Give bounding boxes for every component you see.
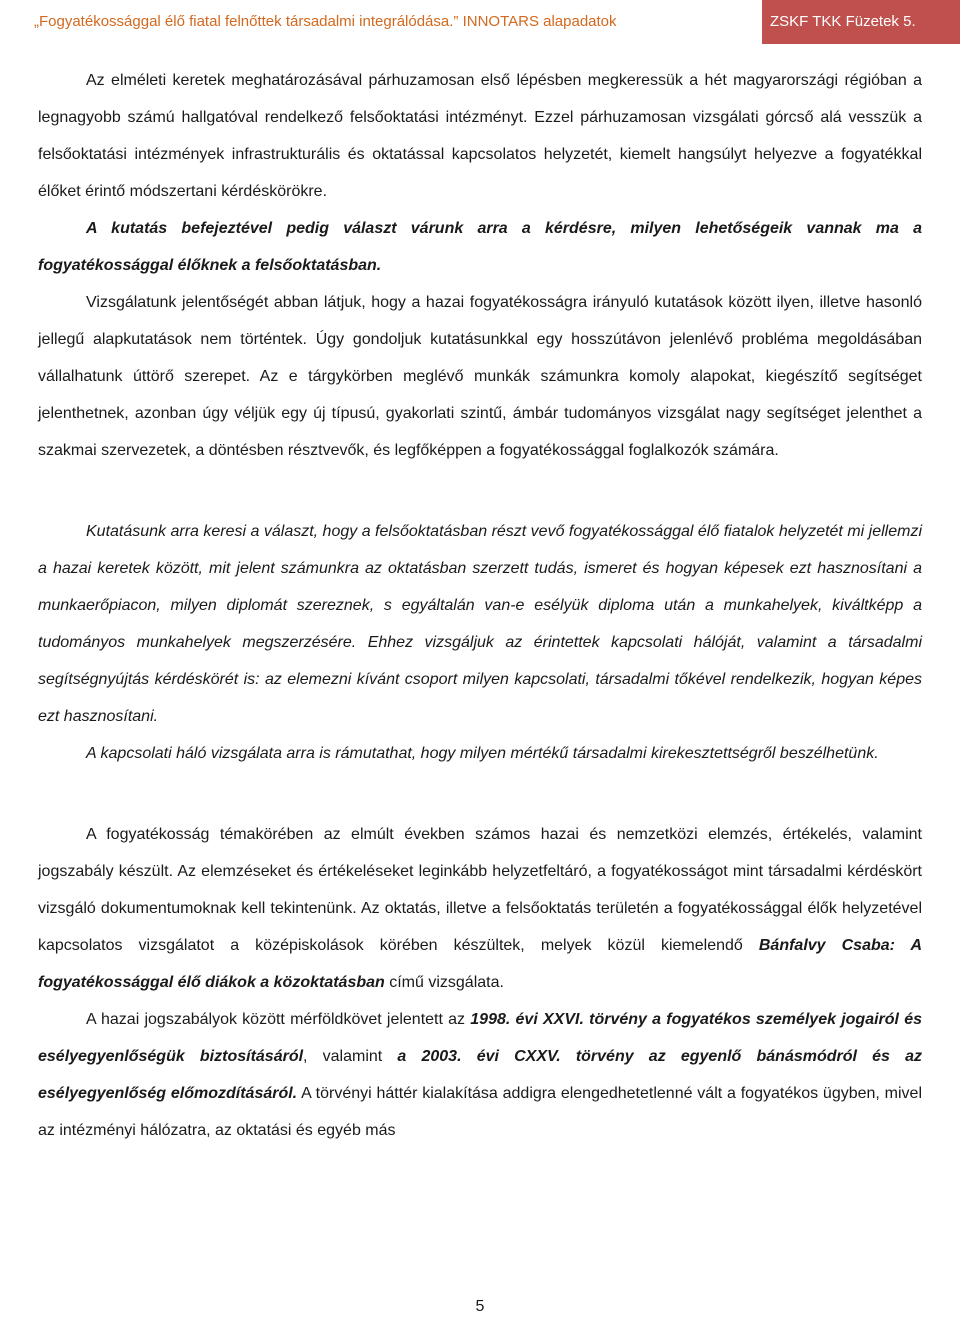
paragraph-spacer [38, 772, 922, 816]
paragraph-6-tail: című vizsgálata. [384, 974, 504, 991]
cited-study-title: Bánfalvy Csaba: A fogyatékossággal élő diákok a közoktatásban [38, 937, 923, 991]
header-series-label: ZSKF TKK Füzetek 5. [762, 0, 960, 44]
paragraph-6-text: A fogyatékosság témakörében az elmúlt években számos hazai és nemzetközi elemzés, értékelés, valamint jogszabály készült. Az elemzéseket és értékeléseket leginkább helyzetfeltáró, a fogyatékosságot mint társadalmi kérdéskört vizsgáló dokumentumoknak kell tekintenünk. Az oktatás, illetve a felsőoktatás területén a fogyatékossággal élők helyzetével kapcsolatos vizsgálatot a középiskolások körében készültek, melyek közül kiemelendő [38, 826, 922, 954]
page-header [0, 0, 960, 44]
paragraph-5: A kapcsolati háló vizsgálata arra is rámutathat, hogy milyen mértékű társadalmi kirekesztettségről beszélhetünk. [86, 745, 879, 762]
paragraph-1: Az elméleti keretek meghatározásával párhuzamosan első lépésben megkeressük a hét magyarországi régióban a legnagyobb számú hallgatóval rendelkező felsőoktatási intézményt. Ezzel párhuzamosan vizsgálati górcső alá vesszük a felsőoktatási intézmények infrastrukturális és oktatással kapcsolatos helyzetét, kiemelt hangsúlyt helyezve a fogyatékkal élőket érintő módszertani kérdéskörökre. [38, 72, 922, 200]
header-title: „Fogyatékossággal élő fiatal felnőttek társadalmi integrálódása.” INNOTARS alapadatok [0, 0, 762, 44]
law-1998-title: 1998. évi XXVI. törvény a fogyatékos személyek jogairól és esélyegyenlőségük biztosításáról [38, 1011, 923, 1065]
paragraph-7-text: A hazai jogszabályok között mérföldkövet jelentett az [86, 1011, 471, 1028]
paragraph-7-tail: A törvényi háttér kialakítása addigra elengedhetetlenné vált a fogyatékos ügyben, mivel az intézményi hálózatra, az oktatási és egyéb más [38, 1085, 923, 1139]
paragraph-4: Kutatásunk arra keresi a választ, hogy a felsőoktatásban részt vevő fogyatékossággal élő fiatalok helyzetét mi jellemzi a hazai keretek között, mit jelent számunkra az oktatásban szerzett tudás, ismeret és hogyan képesek ezt hasznosítani a munkaerőpiacon, milyen diplomát szereznek, s egyáltalán van-e esélyük diploma után a munkahelyek, kiváltképp a tudományos munkahelyek megszerzésére. Ehhez vizsgáljuk az érintettek kapcsolati hálóját, valamint a társadalmi segítségnyújtás kérdéskörét is: az elemezni kívánt csoport milyen kapcsolati, társadalmi tőkével rendelkezik, hogyan képes ezt hasznosítani. [38, 523, 922, 725]
paragraph-2: A kutatás befejeztével pedig választ várunk arra a kérdésre, milyen lehetőségeik vannak ma a fogyatékossággal élőknek a felsőoktatásban. [38, 220, 922, 274]
page-number: 5 [475, 1298, 485, 1315]
paragraph-6 [38, 816, 922, 1001]
paragraph-spacer [38, 469, 922, 513]
document-body [38, 62, 922, 1149]
paragraph-7 [38, 1001, 922, 1149]
paragraph-3: Vizsgálatunk jelentőségét abban látjuk, hogy a hazai fogyatékosságra irányuló kutatások között ilyen, illetve hasonló jellegű alapkutatások nem történtek. Úgy gondoljuk kutatásunkkal egy hosszútávon jelenlévő probléma megoldásában vállalhatunk úttörő szerepet. Az e tárgykörben meglévő munkák számunkra komoly alapokat, kiegészítő segítséget jelenthetnek, azonban úgy véljük egy új típusú, gyakorlati szintű, ámbár tudományos vizsgálat nagy segítséget jelenthet a szakmai szervezetek, a döntésben résztvevők, és legfőképpen a fogyatékossággal foglalkozók számára. [38, 294, 922, 459]
paragraph-7-connector: , valamint [303, 1048, 398, 1065]
law-2003-title: a 2003. évi CXXV. törvény az egyenlő bánásmódról és az esélyegyenlőség előmozdításáról. [38, 1048, 922, 1102]
